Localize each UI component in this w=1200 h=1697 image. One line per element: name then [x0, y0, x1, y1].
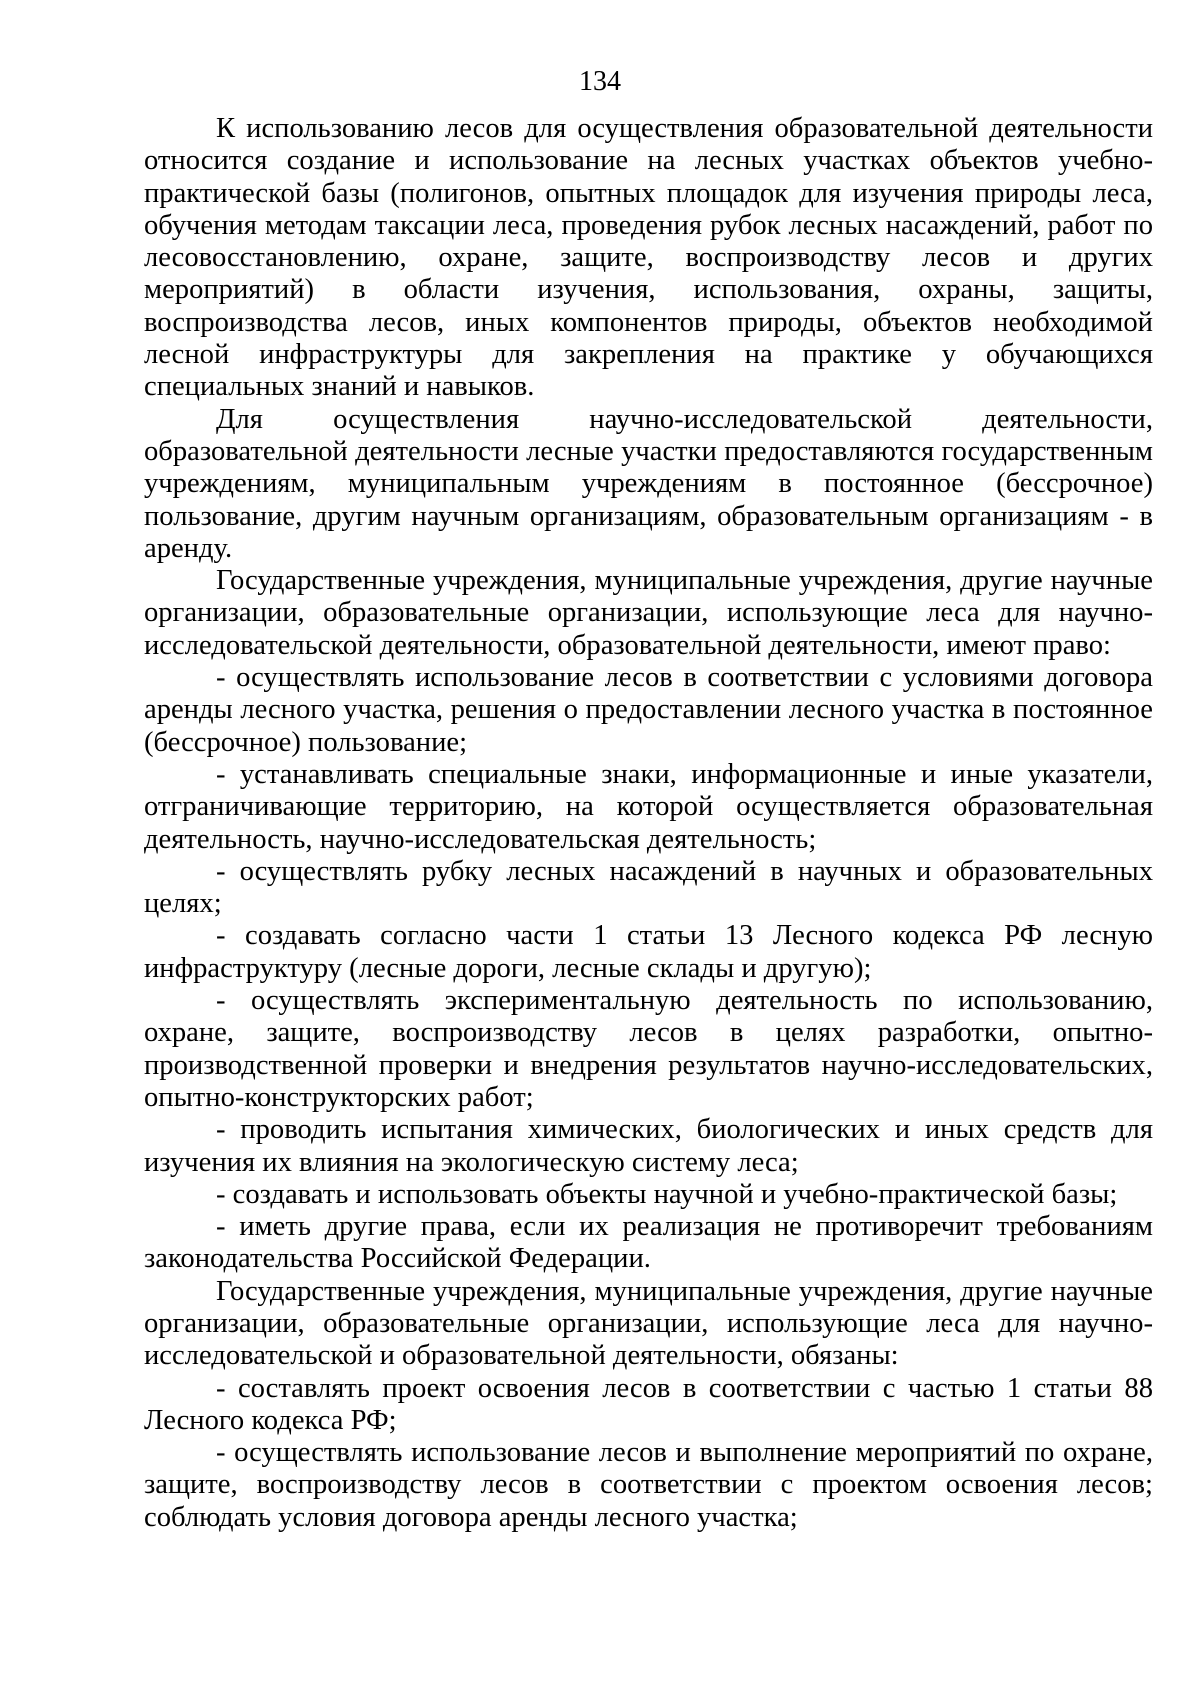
list-item-right-signs: - устанавливать специальные знаки, информационные и иные указатели, отграничивающие территорию, на которой осуществляется образовательная деятельность, научно-исследовательская деятельность;	[144, 758, 1153, 855]
document-body	[144, 113, 1153, 1534]
paragraph-provision-of-plots: Для осуществления научно-исследовательской деятельности, образовательной деятельности лесные участки предоставляются государственным учреждениям, муниципальным учреждениям в постоянное (бессрочное) пользование, другим научным организациям, образовательным организациям - в аренду.	[144, 403, 1153, 564]
paragraph-rights-heading: Государственные учреждения, муниципальные учреждения, другие научные организации, образовательные организации, использующие леса для научно-исследовательской деятельности, образовательной деятельности, имеют право:	[144, 565, 1153, 661]
list-item-obligation-use: - осуществлять использование лесов и выполнение мероприятий по охране, защите, воспроизводству лесов в соответствии с проектом освоения лесов; соблюдать условия договора аренды лесного участка;	[144, 1437, 1153, 1533]
list-item-right-testing: - проводить испытания химических, биологических и иных средств для изучения их влияния на экологическую систему леса;	[144, 1114, 1153, 1178]
list-item-right-create-objects: - создавать и использовать объекты научной и учебно-практической базы;	[216, 1178, 1118, 1210]
list-item-right-felling: - осуществлять рубку лесных насаждений в научных и образовательных целях;	[144, 855, 1153, 920]
page-number: 134	[579, 66, 621, 97]
paragraph-obligations-heading: Государственные учреждения, муниципальные учреждения, другие научные организации, образовательные организации, использующие леса для научно-исследовательской и образовательной деятельности, обязаны:	[144, 1275, 1153, 1372]
list-item-obligation-project: - составлять проект освоения лесов в соответствии с частью 1 статьи 88 Лесного кодекса РФ;	[144, 1372, 1153, 1436]
list-item-right-infrastructure: - создавать согласно части 1 статьи 13 Лесного кодекса РФ лесную инфраструктуру (лесные дороги, лесные склады и другую);	[144, 920, 1153, 984]
list-item-right-experimental: - осуществлять экспериментальную деятельность по использованию, охране, защите, воспроизводству лесов в целях разработки, опытно-производственной проверки и внедрения результатов научно-исследовательских, опытно-конструкторских работ;	[144, 985, 1153, 1113]
paragraph-intro-education: К использованию лесов для осуществления образовательной деятельности относится создание и использование на лесных участках объектов учебно-практической базы (полигонов, опытных площадок для изучения природы леса, обучения методам таксации леса, проведения рубок лесных насаждений, работ по лесовосстановлению, охране, защите, воспроизводству лесов и других мероприятий) в области изучения, использования, охраны, защиты, воспроизводства лесов, иных компонентов природы, объектов необходимой лесной инфраструктуры для закрепления на практике у обучающихся специальных знаний и навыков.	[144, 113, 1153, 403]
list-item-right-other: - иметь другие права, если их реализация не противоречит требованиям законодательства Российской Федерации.	[144, 1211, 1153, 1275]
list-item-right-use: - осуществлять использование лесов в соответствии с условиями договора аренды лесного участка, решения о предоставлении лесного участка в постоянное (бессрочное) пользование;	[144, 662, 1153, 758]
